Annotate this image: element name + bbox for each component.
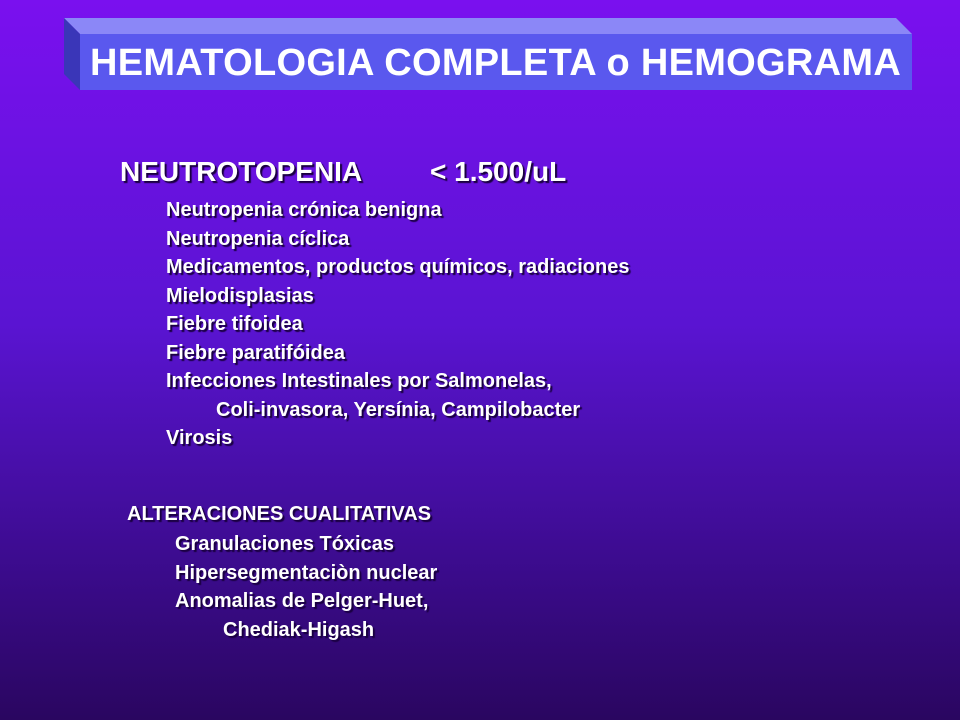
list-item: Medicamentos, productos químicos, radiaciones [166,256,630,278]
list-item: Granulaciones Tóxicas [175,533,394,555]
neutropenia-threshold: < 1.500/uL [430,156,567,187]
list-item: Infecciones Intestinales por Salmonelas, [166,370,552,392]
list-item: Mielodisplasias [166,284,314,307]
list-item: Neutropenia crónica benigna [166,199,442,221]
neutropenia-heading: NEUTROTOPENIA [120,156,363,187]
list-item: Fiebre paratifóidea [166,341,345,364]
list-item: Hipersegmentaciòn nuclear [175,561,438,584]
section1-list [166,196,629,453]
section1-heading [120,156,567,188]
title-bar [0,0,960,110]
list-item-continuation: Chediak-Higash [223,618,375,641]
section2-list [175,530,437,644]
slide-title: HEMATOLOGIA COMPLETA o HEMOGRAMA [90,42,902,84]
list-item: Neutropenia cíclica [166,227,350,250]
section2-heading: ALTERACIONES CUALITATIVAS [127,503,432,525]
list-item-continuation: Coli-invasora, Yersínia, Campilobacter [216,398,581,421]
list-item: Anomalias de Pelger-Huet, [175,590,429,612]
list-item: Fiebre tifoidea [166,313,303,335]
list-item: Virosis [166,427,233,449]
